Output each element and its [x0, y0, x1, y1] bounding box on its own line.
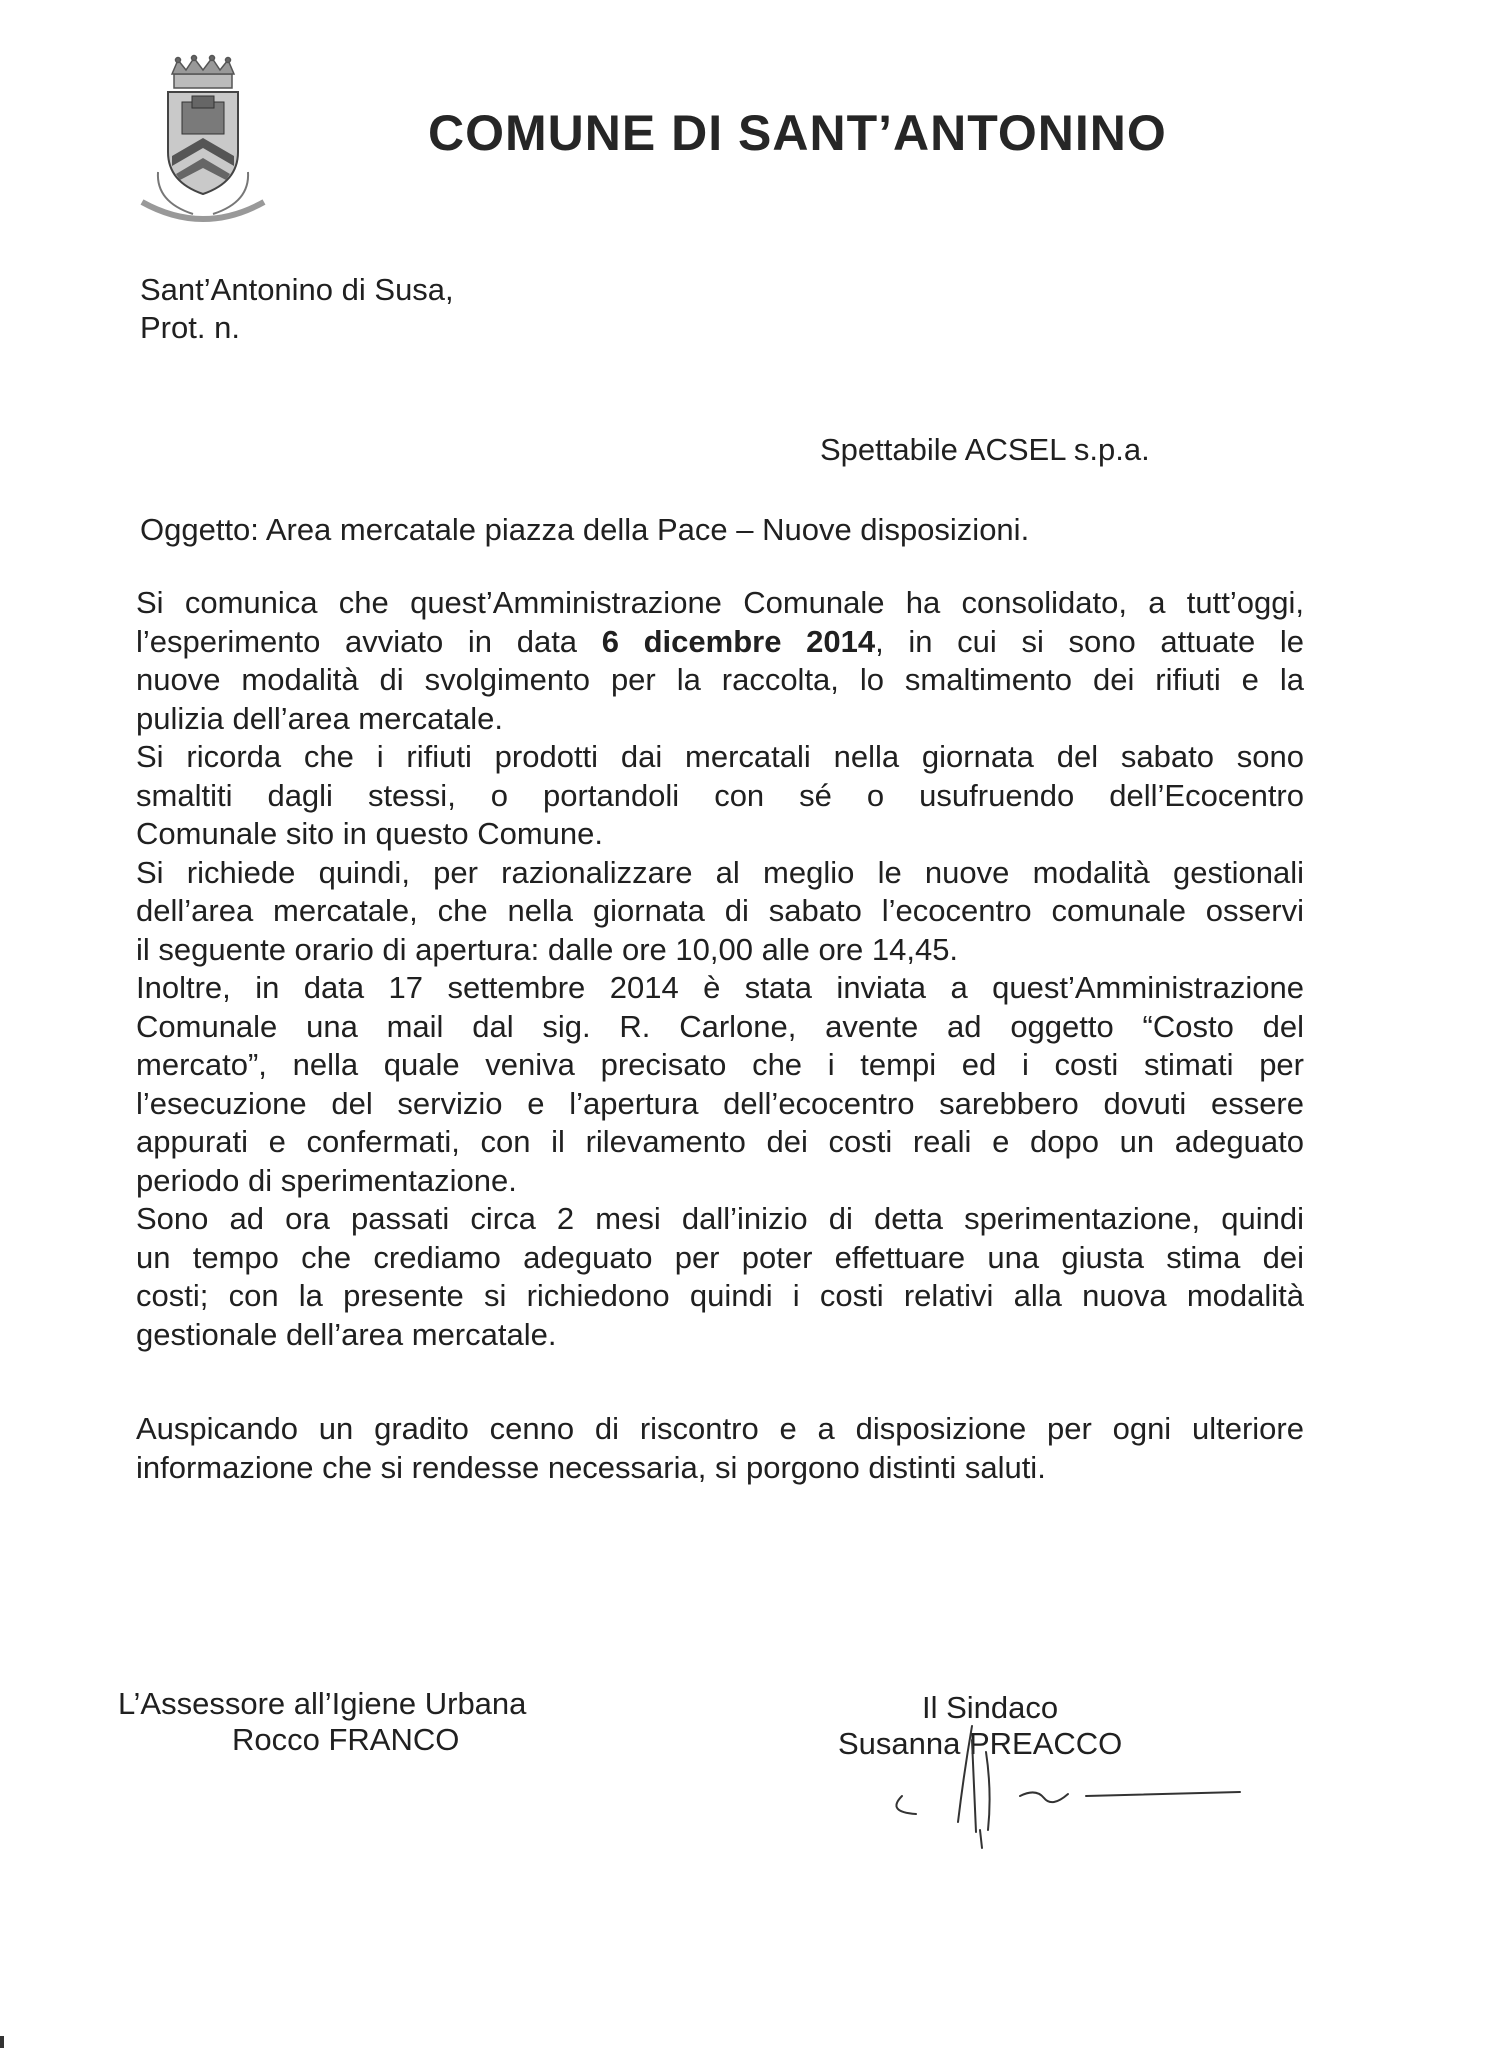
body-line: costi; con la presente si richiedono quindi i costi relativi alla nuova modalità: [136, 1278, 1304, 1313]
body-line: l’esperimento avviato in data 6 dicembre 2014, in cui si sono attuate le: [136, 623, 1304, 659]
closing-line: informazione che si rendesse necessaria, si porgono distinti saluti.: [136, 1449, 1046, 1485]
mayor-name: Susanna PREACCO: [838, 1726, 1123, 1761]
body-line: dell’area mercatale, che nella giornata di sabato l’ecocentro comunale osservi: [136, 893, 1304, 928]
body-line: periodo di sperimentazione.: [136, 1162, 517, 1198]
closing-line: Auspicando un gradito cenno di riscontro e a disposizione per ogni ulteriore: [136, 1411, 1304, 1446]
scan-edge-mark: [0, 2036, 4, 2048]
body-line: Inoltre, in data 17 settembre 2014 è stata inviata a quest’Amministrazione: [136, 970, 1304, 1005]
body-line: Si comunica che quest’Amministrazione Comunale ha consolidato, a tutt’oggi,: [136, 585, 1304, 620]
body-line: Comunale una mail dal sig. R. Carlone, avente ad oggetto “Costo del: [136, 1008, 1304, 1044]
protocol-number: Prot. n.: [140, 310, 240, 345]
body-line: l’esecuzione del servizio e l’apertura dell’ecocentro sarebbero dovuti essere: [136, 1085, 1304, 1121]
subject-line: Oggetto: Area mercatale piazza della Pace – Nuove disposizioni.: [140, 512, 1030, 547]
body-line: appurati e confermati, con il rilevamento dei costi reali e dopo un adeguato: [136, 1124, 1304, 1159]
body-line: smaltiti dagli stessi, o portandoli con sé o usufruendo dell’Ecocentro: [136, 777, 1304, 813]
body-line: Si ricorda che i rifiuti prodotti dai mercatali nella giornata del sabato sono: [136, 739, 1304, 774]
place-line: Sant’Antonino di Susa,: [140, 272, 454, 307]
highlighted-date: 6 dicembre 2014: [601, 623, 876, 659]
body-line: gestionale dell’area mercatale.: [136, 1316, 557, 1352]
body-line: mercato”, nella quale veniva precisato che i tempi ed i costi stimati per: [136, 1047, 1304, 1082]
assessor-role: L’Assessore all’Igiene Urbana: [118, 1686, 527, 1721]
closing-paragraph: [136, 1410, 1304, 1487]
body-line: Comunale sito in questo Comune.: [136, 816, 603, 851]
municipality-title: COMUNE DI SANT’ANTONINO: [428, 105, 1167, 161]
recipient-line: Spettabile ACSEL s.p.a.: [820, 432, 1150, 467]
body-line: un tempo che crediamo adeguato per poter effettuare una giusta stima dei: [136, 1239, 1304, 1275]
municipal-crest-icon: [138, 52, 268, 230]
body-line: nuove modalità di svolgimento per la raccolta, lo smaltimento dei rifiuti e la: [136, 662, 1304, 697]
body-line: Sono ad ora passati circa 2 mesi dall’inizio di detta sperimentazione, quindi: [136, 1201, 1304, 1236]
body-line: Si richiede quindi, per razionalizzare al meglio le nuove modalità gestionali: [136, 854, 1304, 890]
handwritten-signature: [880, 1722, 1260, 1852]
assessor-name: Rocco FRANCO: [232, 1722, 460, 1757]
letter-body: [136, 584, 1304, 1354]
body-line: pulizia dell’area mercatale.: [136, 700, 504, 736]
body-line: il seguente orario di apertura: dalle ore 10,00 alle ore 14,45.: [136, 931, 959, 967]
mayor-role: Il Sindaco: [922, 1690, 1059, 1725]
